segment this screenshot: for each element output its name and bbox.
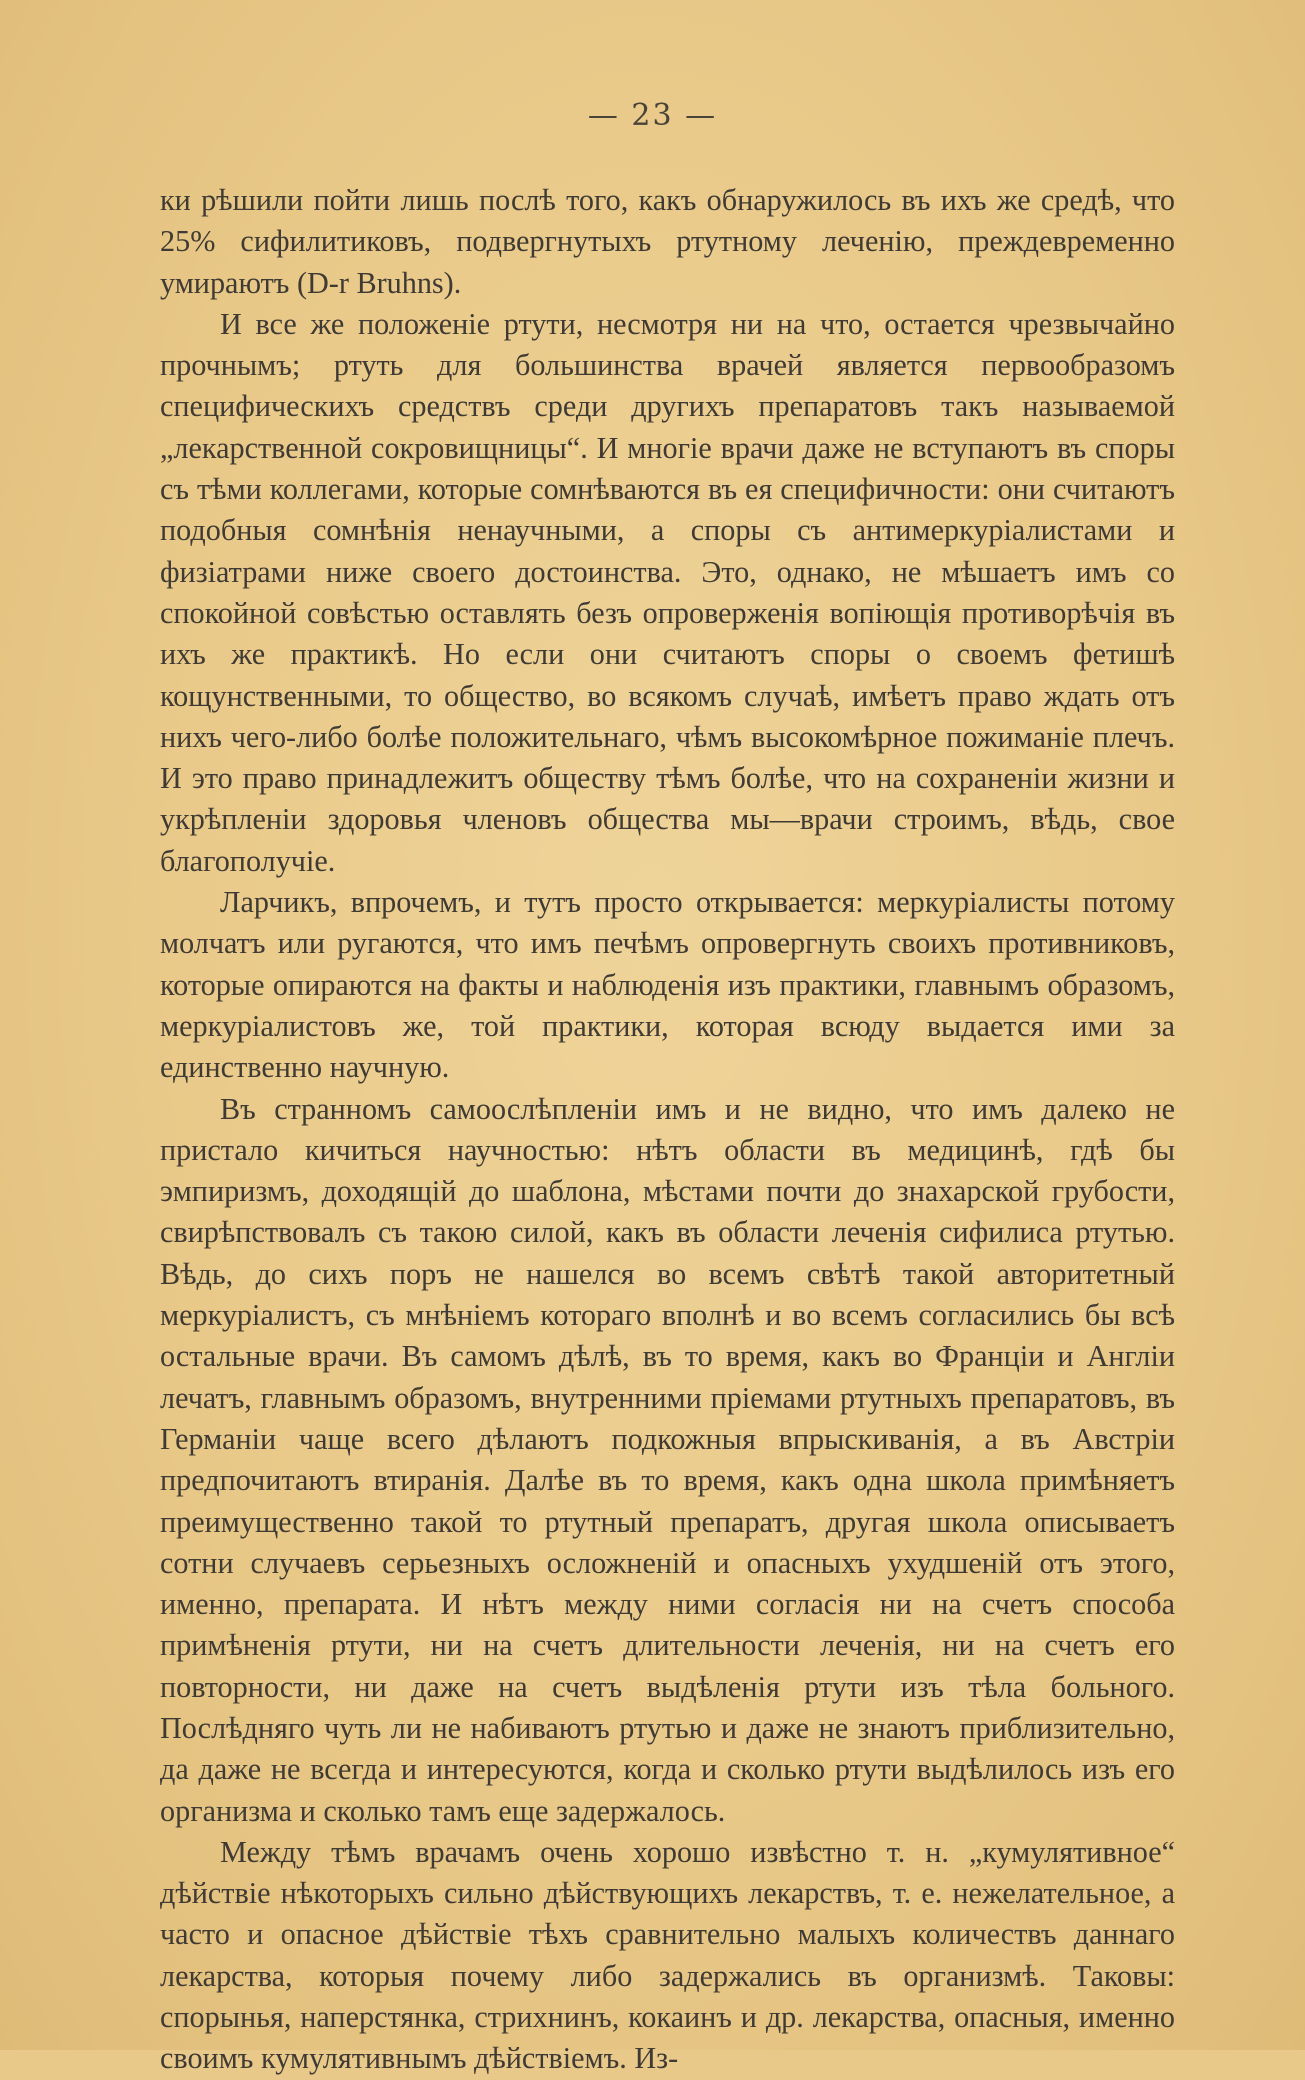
body-text [160, 180, 1175, 2080]
paragraph-2: И все же положенiе ртути, несмотря ни на что, остается чрезвычайно прочнымъ; ртуть для большинства врачей является первообразомъ специфическихъ средствъ среди другихъ препаратовъ такъ называемой „лекарственной сокровищницы“. И многiе врачи даже не вступаютъ въ споры съ тѣми коллегами, которые сомнѣваются въ ея специфичности: они считаютъ подобныя сомнѣнiя ненаучными, а споры съ антимеркурiалистами и физiатрами ниже своего достоинства. Это, однако, не мѣшаетъ имъ со спокойной совѣстью оставлять безъ опроверженiя вопiющiя противорѣчiя въ ихъ же практикѣ. Но если они считаютъ споры о своемъ фетишѣ кощунственными, то общество, во всякомъ случаѣ, имѣетъ право ждать отъ нихъ чего-либо болѣе положительнаго, чѣмъ высокомѣрное пожиманiе плечъ. И это право принадлежитъ обществу тѣмъ болѣе, что на сохраненiи жизни и укрѣпленiи здоровья членовъ общества мы—врачи строимъ, вѣдь, свое благополучiе. [160, 306, 1175, 878]
paragraph-4: Въ странномъ самоослѣпленiи имъ и не видно, что имъ далеко не пристало кичиться научностью: нѣтъ области въ медицинѣ, гдѣ бы эмпиризмъ, доходящiй до шаблона, мѣстами почти до знахарской грубости, свирѣпствовалъ съ такою силой, какъ въ области леченiя сифилиса ртутью. Вѣдь, до сихъ поръ не нашелся во всемъ свѣтѣ такой авторитетный меркурiалистъ, съ мнѣнiемъ котораго вполнѣ и во всемъ согласились бы всѣ остальные врачи. Въ самомъ дѣлѣ, въ то время, какъ во Францiи и Англiи лечатъ, главнымъ образомъ, внутренними прiемами ртутныхъ препаратовъ, въ Германiи чаще всего дѣлаютъ подкожныя впрыскиванiя, а въ Австрiи предпочитаютъ втиранiя. Далѣе въ то время, какъ одна школа примѣняетъ преимущественно такой то ртутный препаратъ, другая школа описываетъ сотни случаевъ серьезныхъ осложненiй и опасныхъ ухудшенiй отъ этого, именно, препарата. И нѣтъ между ними согласiя ни на счетъ способа примѣненiя ртути, ни на счетъ длительности леченiя, ни на счетъ его повторности, ни даже на счетъ выдѣленiя ртути изъ тѣла больного. Послѣдняго чуть ли не набиваютъ ртутью и даже не знаютъ приблизительно, да даже не всегда и интересуются, когда и сколько ртути выдѣлилось изъ его организма и сколько тамъ еще задержалось. [160, 1091, 1175, 1828]
paragraph-1: ки рѣшили пойти лишь послѣ того, какъ обнаружилось въ ихъ же средѣ, что 25% сифилитиковъ, подвергнутыхъ ртутному леченiю, преждевременно умираютъ (D-r Bruhns). [160, 183, 1175, 300]
paragraph-5: Между тѣмъ врачамъ очень хорошо извѣстно т. н. „кумулятивное“ дѣйствiе нѣкоторыхъ сильно дѣйствующихъ лекарствъ, т. е. нежелательное, а часто и опасное дѣйствiе тѣхъ сравнительно малыхъ количествъ даннаго лекарства, которыя почему либо задержались въ организмѣ. Таковы: спорынья, наперстянка, стрихнинъ, кокаинъ и др. лекарства, опасныя, именно своимъ кумулятивнымъ дѣйствiемъ. Из- [160, 1834, 1175, 2076]
page-number: — 23 — [587, 98, 718, 133]
paragraph-3: Ларчикъ, впрочемъ, и тутъ просто открывается: меркурiалисты потому молчатъ или ругаются, что имъ печѣмъ опровергнуть своихъ противниковъ, которые опираются на факты и наблюденiя изъ практики, главнымъ образомъ, меркурiалистовъ же, той практики, которая всюду выдается ими за единственно научную. [160, 885, 1175, 1085]
